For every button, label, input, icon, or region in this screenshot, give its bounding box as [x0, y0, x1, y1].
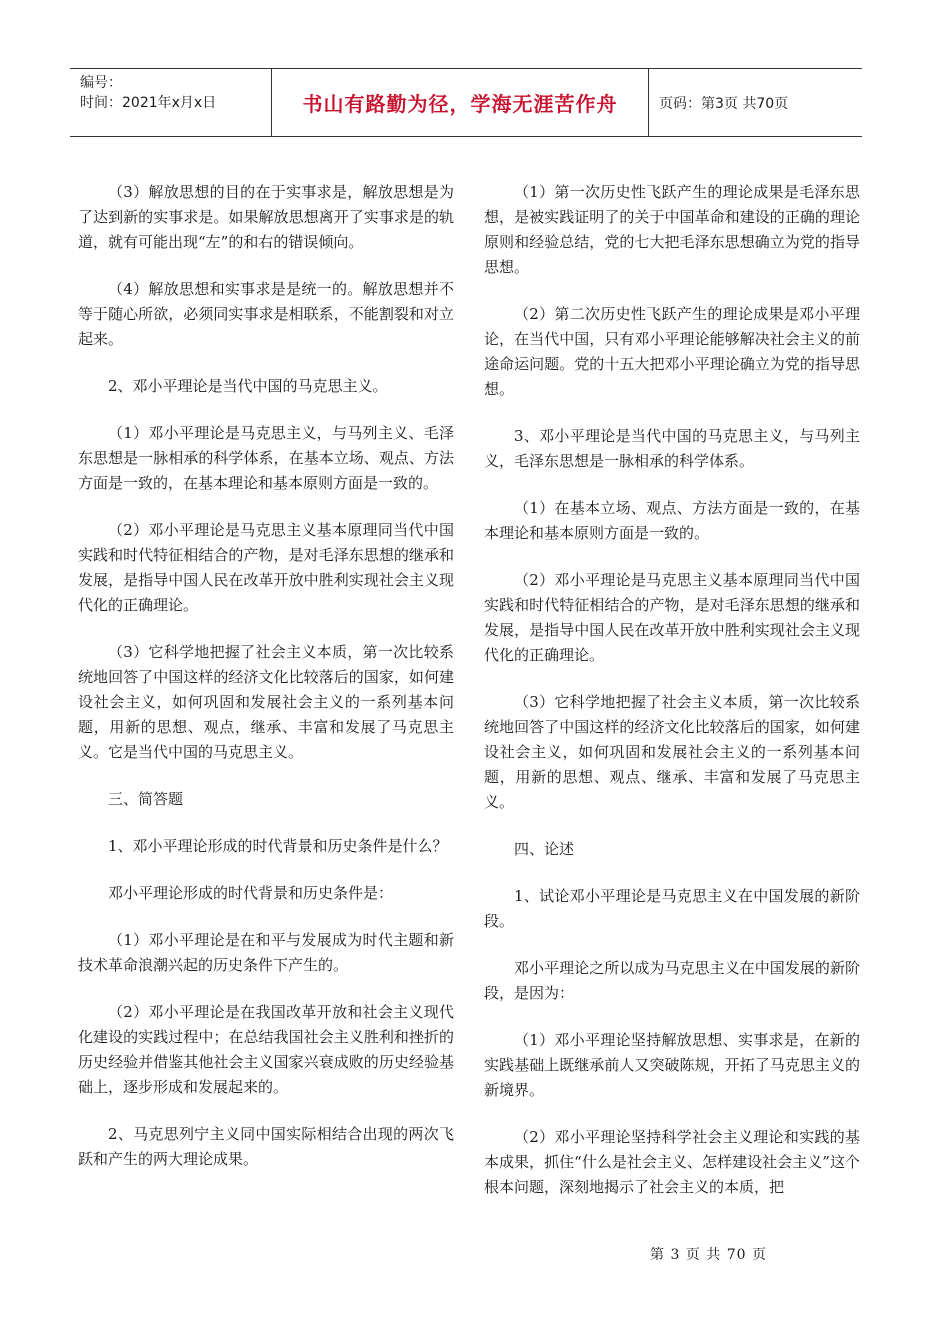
paragraph: 邓小平理论之所以成为马克思主义在中国发展的新阶段，是因为： [484, 959, 860, 1002]
section-heading: 三、简答题 [108, 790, 184, 808]
paragraph: 3、邓小平理论是当代中国的马克思主义，与马列主义，毛泽东思想是一脉相承的科学体系。 [484, 427, 860, 470]
page-header [70, 68, 862, 137]
paragraph: （1）在基本立场、观点、方法方面是一致的，在基本理论和基本原则方面是一致的。 [484, 499, 860, 542]
paragraph: （2）第二次历史性飞跃产生的理论成果是邓小平理论，在当代中国，只有邓小平理论能够解决社会主义的前途命运问题。党的十五大把邓小平理论确立为党的指导思想。 [484, 305, 860, 398]
paragraph: 2、邓小平理论是当代中国的马克思主义。 [108, 377, 388, 395]
paragraph: （1）邓小平理论是在和平与发展成为时代主题和新技术革命浪潮兴起的历史条件下产生的。 [78, 931, 454, 974]
paragraph: （1）邓小平理论是马克思主义，与马列主义、毛泽东思想是一脉相承的科学体系，在基本立场、观点、方法方面是一致的，在基本理论和基本原则方面是一致的。 [78, 424, 454, 492]
paragraph: （2）邓小平理论是马克思主义基本原理同当代中国实践和时代特征相结合的产物，是对毛泽东思想的继承和发展，是指导中国人民在改革开放中胜利实现社会主义现代化的正确理论。 [484, 571, 860, 664]
time-label: 时间：2021年x月x日 [80, 95, 217, 111]
paragraph: （2）邓小平理论坚持科学社会主义理论和实践的基本成果，抓住“什么是社会主义、怎样建设社会主义”这个根本问题，深刻地揭示了社会主义的本质，把 [484, 1128, 860, 1196]
header-meta [70, 69, 272, 136]
question: 2、马克思列宁主义同中国实际相结合出现的两次飞跃和产生的两大理论成果。 [78, 1125, 454, 1168]
paragraph: （2）邓小平理论是在我国改革开放和社会主义现代化建设的实践过程中；在总结我国社会主义胜利和挫折的历史经验并借鉴其他社会主义国家兴衰成败的历史经验基础上，逐步形成和发展起来的。 [78, 1003, 454, 1096]
left-column [78, 180, 454, 1194]
paragraph: （3）它科学地把握了社会主义本质，第一次比较系统地回答了中国这样的经济文化比较落后的国家，如何建设社会主义，如何巩固和发展社会主义的一系列基本问题，用新的思想、观点，继承、丰富和发展了马克思主义。它是当代中国的马克思主义。 [78, 643, 454, 761]
paragraph: （3）解放思想的目的在于实事求是，解放思想是为了达到新的实事求是。如果解放思想离开了实事求是的轨道，就有可能出现“左”的和右的错误倾向。 [78, 183, 454, 251]
right-column [484, 180, 860, 1222]
section-heading: 四、论述 [514, 840, 575, 858]
paragraph: 邓小平理论形成的时代背景和历史条件是： [108, 884, 394, 902]
header-page-info: 页码：第3页 共70页 [659, 95, 789, 112]
paragraph: （1）第一次历史性飞跃产生的理论成果是毛泽东思想，是被实践证明了的关于中国革命和建设的正确的理论原则和经验总结，党的七大把毛泽东思想确立为党的指导思想。 [484, 183, 860, 276]
question: 1、邓小平理论形成的时代背景和历史条件是什么？ [108, 837, 448, 855]
paragraph: （4）解放思想和实事求是是统一的。解放思想并不等于随心所欲，必须同实事求是相联系，不能割裂和对立起来。 [78, 280, 454, 348]
paragraph: （2）邓小平理论是马克思主义基本原理同当代中国实践和时代特征相结合的产物，是对毛泽东思想的继承和发展，是指导中国人民在改革开放中胜利实现社会主义现代化的正确理论。 [78, 521, 454, 614]
paragraph: （1）邓小平理论坚持解放思想、实事求是，在新的实践基础上既继承前人又突破陈规，开拓了马克思主义的新境界。 [484, 1031, 860, 1099]
number-label: 编号： [80, 75, 122, 91]
question: 1、试论邓小平理论是马克思主义在中国发展的新阶段。 [484, 887, 860, 930]
paragraph: （3）它科学地把握了社会主义本质，第一次比较系统地回答了中国这样的经济文化比较落后的国家，如何建设社会主义，如何巩固和发展社会主义的一系列基本问题，用新的思想、观点、继承、丰富和发展了马克思主义。 [484, 693, 860, 811]
page-footer: 第 3 页 共 70 页 [650, 1247, 767, 1263]
header-motto: 书山有路勤为径，学海无涯苦作舟 [272, 69, 649, 136]
